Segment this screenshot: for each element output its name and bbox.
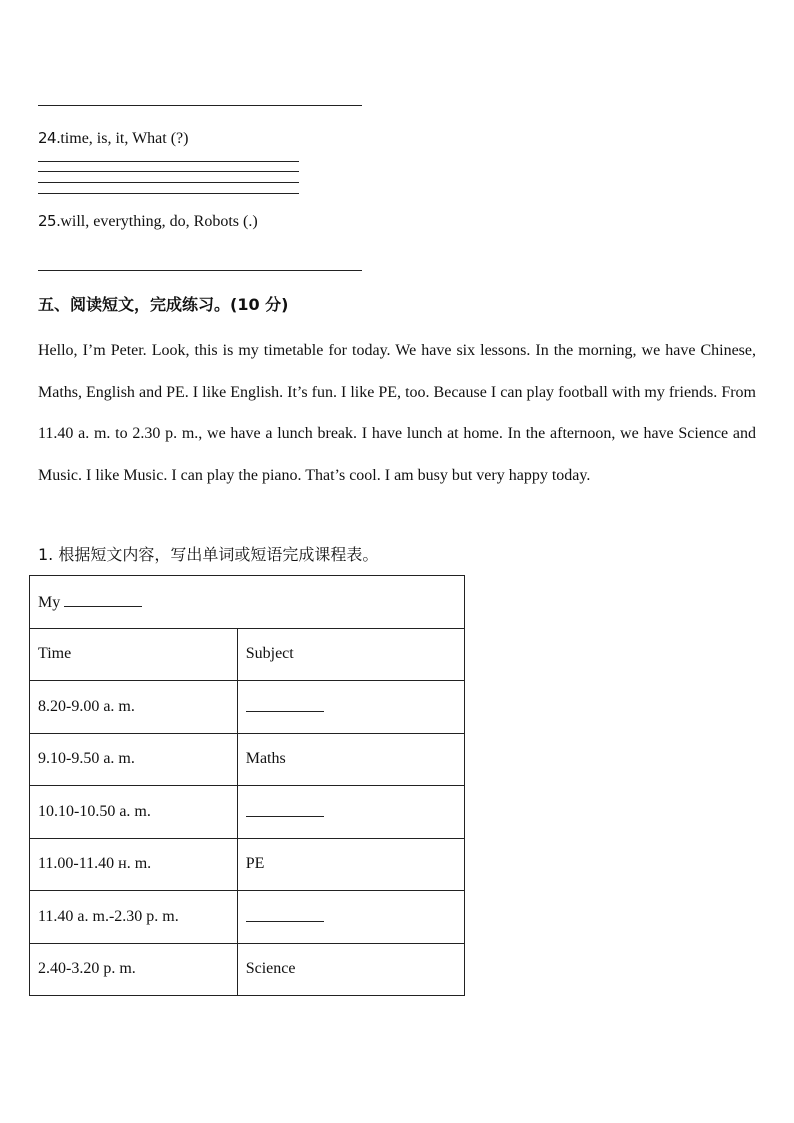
question-25 <box>38 212 258 231</box>
timetable-title-cell <box>30 576 465 629</box>
header-time: Time <box>30 628 238 681</box>
time-cell: 2.40-3.20 p. m. <box>30 943 238 996</box>
timetable-header-row <box>30 628 465 681</box>
timetable-title: My <box>38 593 61 611</box>
writing-line <box>38 193 299 194</box>
question-24 <box>38 129 188 148</box>
table-row <box>30 786 465 839</box>
time-cell: 11.40 a. m.-2.30 p. m. <box>30 891 238 944</box>
subject-cell: PE <box>237 838 464 891</box>
question-text: time, is, it, What (?) <box>60 130 189 147</box>
subject-cell: Science <box>237 943 464 996</box>
time-cell: 8.20-9.00 a. m. <box>30 681 238 734</box>
writing-line <box>38 171 299 172</box>
subject-blank[interactable] <box>246 802 324 817</box>
title-blank[interactable] <box>64 592 142 607</box>
time-cell: 9.10-9.50 a. m. <box>30 733 238 786</box>
time-cell: 11.00-11.40 н. m. <box>30 838 238 891</box>
writing-line <box>38 182 299 183</box>
time-cell: 10.10-10.50 a. m. <box>30 786 238 839</box>
subject-blank[interactable] <box>246 697 324 712</box>
subject-cell: Maths <box>237 733 464 786</box>
table-row <box>30 681 465 734</box>
section-title: 五、阅读短文，完成练习。(10 分) <box>38 295 289 314</box>
subject-cell <box>237 786 464 839</box>
table-row <box>30 943 465 996</box>
table-row <box>30 838 465 891</box>
reading-passage: Hello, I’m Peter. Look, this is my timetable for today. We have six lessons. In the morning, we have Chinese, Maths, English and PE. I like English. It’s fun. I like PE, too. Because I can play football with my friends. From 11.40 a. m. to 2.30 p. m., we have a lunch break. I have lunch at home. In the afternoon, we have Science and Music. I like Music. I can play the piano. That’s cool. I am busy but very happy today. <box>38 342 756 484</box>
timetable <box>29 575 465 996</box>
question-text: will, everything, do, Robots (.) <box>60 213 258 230</box>
subject-cell <box>237 891 464 944</box>
header-subject: Subject <box>237 628 464 681</box>
answer-line-23[interactable] <box>38 105 362 106</box>
answer-line-25[interactable] <box>38 270 362 271</box>
subject-blank[interactable] <box>246 907 324 922</box>
question-number: 25. <box>38 212 61 230</box>
task-instruction: 1. 根据短文内容，写出单词或短语完成课程表。 <box>38 545 379 564</box>
question-number: 24. <box>38 129 61 147</box>
timetable-title-row <box>30 576 465 629</box>
table-row <box>30 733 465 786</box>
writing-line <box>38 161 299 162</box>
subject-cell <box>237 681 464 734</box>
table-row <box>30 891 465 944</box>
